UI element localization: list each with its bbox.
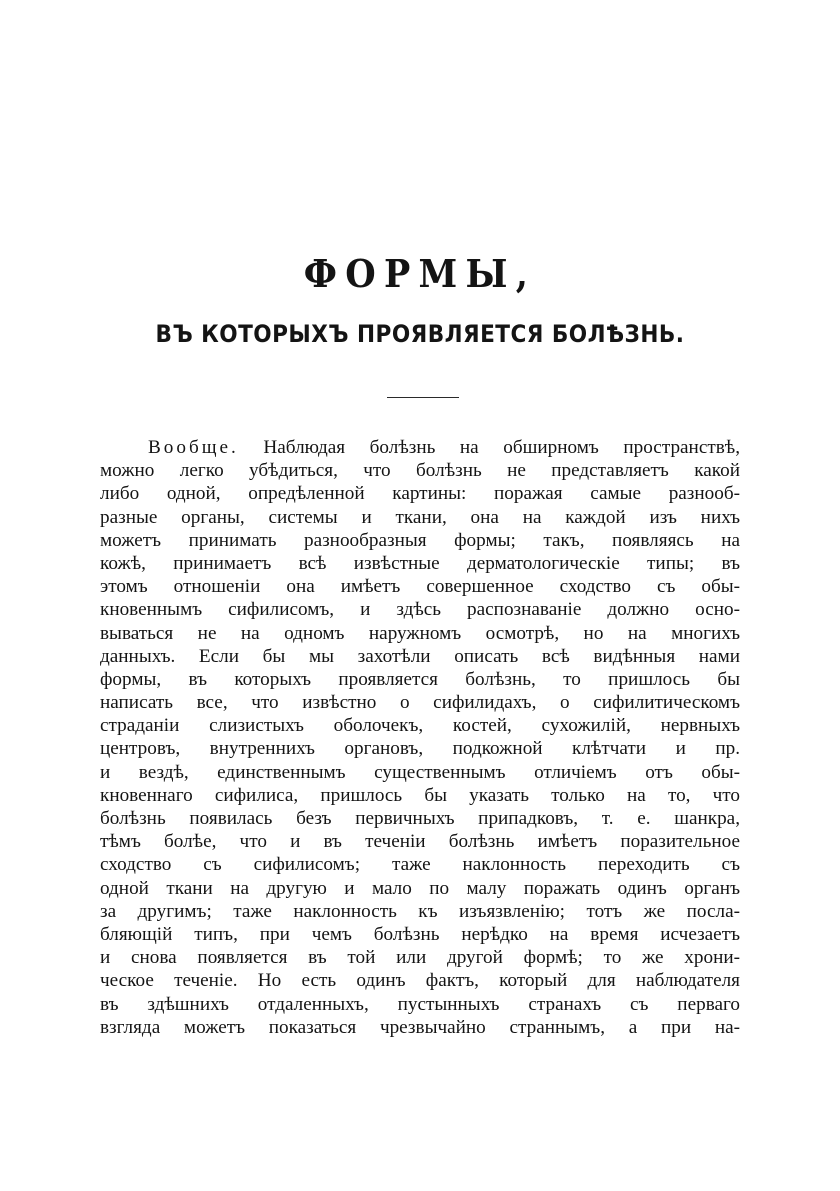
text-line: и вездѣ, единственнымъ существеннымъ отличіемъ отъ обы- — [100, 761, 740, 783]
text-line: написать все, что извѣстно о сифилидахъ, о сифилитическомъ — [100, 692, 740, 714]
text-line: въ здѣшнихъ отдаленныхъ, пустынныхъ странахъ съ перваго — [100, 993, 740, 1015]
text-line: данныхъ. Если бы мы захотѣли описать всѣ видѣнныя нами — [100, 645, 740, 667]
title-divider — [387, 397, 459, 398]
text-line: одной ткани на другую и мало по малу поражать одинъ органъ — [100, 877, 740, 899]
text-line: взгляда можетъ показаться чрезвычайно страннымъ, а при на- — [100, 1016, 740, 1038]
text-line: вываться не на одномъ наружномъ осмотрѣ, но на многихъ — [100, 622, 740, 644]
text-line: и снова появляется въ той или другой формѣ; то же хрони- — [100, 947, 740, 969]
chapter-title: ФОРМЫ, — [303, 251, 537, 296]
text-line: кожѣ, принимаетъ всѣ извѣстные дерматологическіе типы; въ — [100, 552, 740, 574]
text-line: бляющій типъ, при чемъ болѣзнь нерѣдко на время исчезаетъ — [100, 923, 740, 945]
text-line: страданіи слизистыхъ оболочекъ, костей, сухожилій, нервныхъ — [100, 715, 740, 737]
text-line: за другимъ; таже наклонность къ изъязвленію; тотъ же посла- — [100, 900, 740, 922]
lead-word: Вообще. — [148, 437, 239, 458]
text-line: ческое теченіе. Но есть одинъ фактъ, который для наблюдателя — [100, 970, 740, 992]
text-line: можетъ принимать разнообразныя формы; такъ, появляясь на — [100, 529, 740, 551]
text-line: формы, въ которыхъ проявляется болѣзнь, то пришлось бы — [100, 668, 740, 690]
text-line: разные органы, системы и ткани, она на каждой изъ нихъ — [100, 506, 740, 528]
first-line-text: Наблюдая болѣзнь на обширномъ пространствѣ, — [263, 437, 740, 458]
text-line: кновеннаго сифилиса, пришлось бы указать только на то, что — [100, 784, 740, 806]
text-line: болѣзнь появилась безъ первичныхъ припадковъ, т. е. шанкра, — [100, 808, 740, 829]
body-paragraph — [100, 436, 740, 1039]
text-line: тѣмъ болѣе, что и въ теченіи болѣзнь имѣетъ поразительное — [100, 831, 740, 853]
text-line: либо одной, опредѣленной картины: поражая самые разнооб- — [100, 483, 740, 505]
text-line: этомъ отношеніи она имѣетъ совершенное сходство съ обы- — [100, 576, 740, 598]
text-line — [100, 436, 740, 459]
text-line: кновеннымъ сифилисомъ, и здѣсь распознаваніе должно осно- — [100, 599, 740, 621]
text-line: можно легко убѣдиться, что болѣзнь не представляетъ какой — [100, 460, 740, 482]
text-line: центровъ, внутреннихъ органовъ, подкожной клѣтчати и пр. — [100, 738, 740, 760]
chapter-subtitle: ВЪ КОТОРЫХЪ ПРОЯВЛЯЕТСЯ БОЛѢЗНЬ. — [155, 320, 685, 348]
text-line: сходство съ сифилисомъ; таже наклонность переходить съ — [100, 854, 740, 876]
